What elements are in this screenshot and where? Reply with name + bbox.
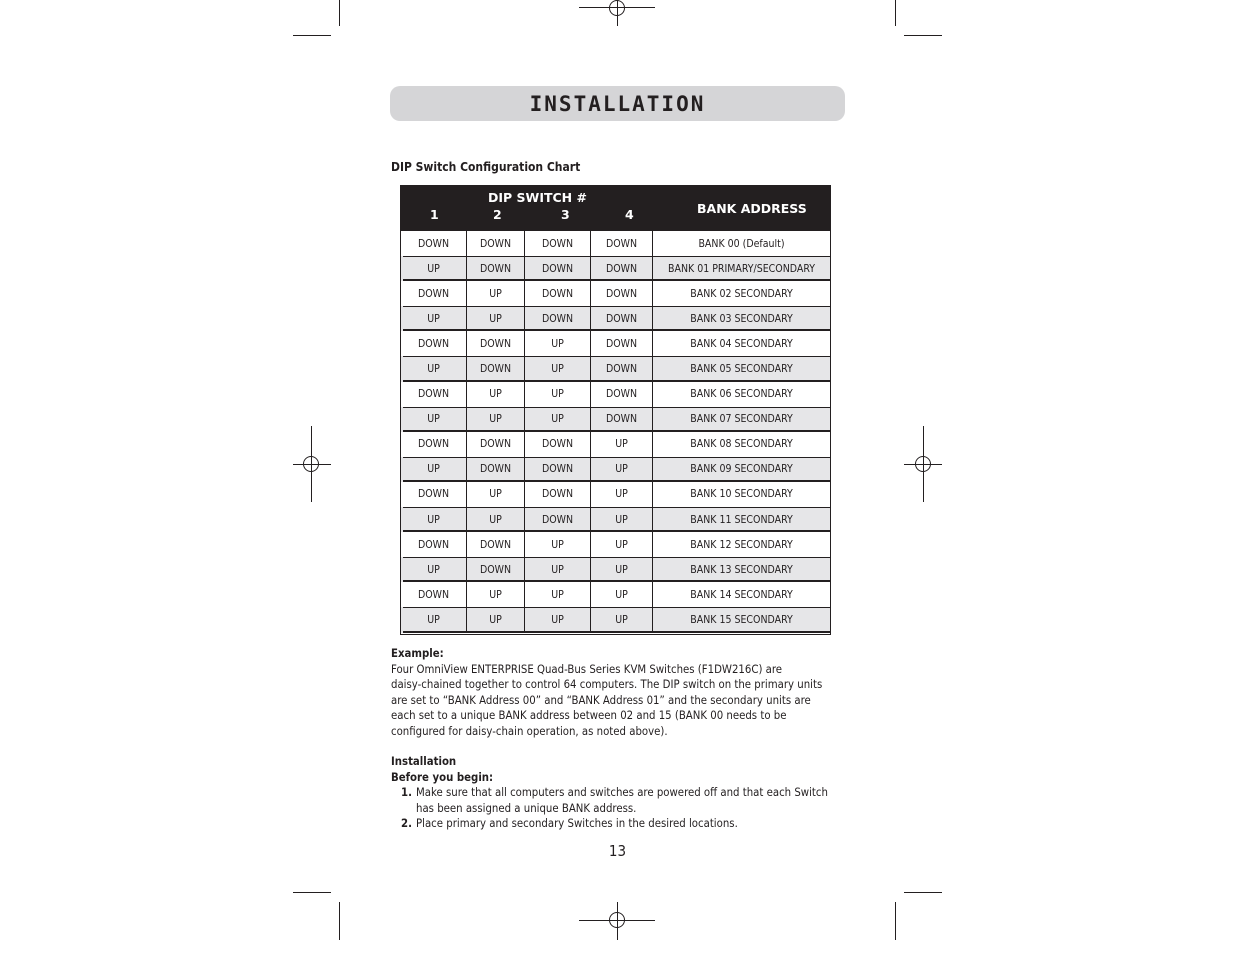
- example-line: daisy-chained together to control 64 computers. The DIP switch on the primary units: [391, 678, 823, 691]
- example-line: each set to a unique BANK address between 02 and 15 (BANK 00 needs to be: [391, 709, 787, 722]
- example-line: Four OmniView ENTERPRISE Quad-Bus Series KVM Switches (F1DW216C) are: [391, 662, 783, 676]
- switch-3-cell: DOWN: [525, 507, 591, 532]
- switch-1-cell: UP: [401, 407, 467, 432]
- bank-address-cell: BANK 07 SECONDARY: [690, 413, 793, 426]
- table-row: [401, 482, 830, 507]
- installation-steps: [391, 785, 851, 832]
- bank-address-cell: BANK 14 SECONDARY: [690, 588, 793, 601]
- section-title: DIP Switch Configuration Chart: [391, 160, 581, 174]
- step-number: 1.: [401, 786, 412, 799]
- page-title: INSTALLATION: [529, 91, 706, 116]
- switch-1-cell: DOWN: [401, 231, 467, 256]
- switch-4-cell: DOWN: [591, 281, 653, 306]
- switch-3-cell: UP: [525, 407, 591, 432]
- switch-1-cell: DOWN: [401, 532, 467, 557]
- switch-3-cell: UP: [525, 582, 591, 607]
- switch-4-cell: DOWN: [591, 407, 653, 432]
- switch-3-cell: UP: [525, 557, 591, 582]
- installation-heading: Installation: [391, 755, 457, 768]
- switch-1-cell: UP: [401, 356, 467, 381]
- switch-4-cell: UP: [591, 607, 653, 632]
- table-header: [401, 186, 830, 231]
- bank-address-cell: BANK 02 SECONDARY: [690, 287, 793, 300]
- example-line: are set to “BANK Address 00” and “BANK Address 01” and the secondary units are: [391, 693, 811, 707]
- table-row: [401, 407, 830, 432]
- switch-3-cell: DOWN: [525, 457, 591, 482]
- switch-1-cell: DOWN: [401, 281, 467, 306]
- table-row: [401, 306, 830, 331]
- table-row: [401, 382, 830, 407]
- switch-1-cell: UP: [401, 607, 467, 632]
- switch-2-cell: DOWN: [467, 457, 525, 482]
- crop-mark: [339, 902, 340, 940]
- col-number-2: 2: [493, 207, 502, 222]
- table-row: [401, 607, 830, 632]
- switch-2-cell: UP: [467, 281, 525, 306]
- switch-4-cell: UP: [591, 582, 653, 607]
- crop-mark: [293, 892, 331, 893]
- switch-4-cell: DOWN: [591, 231, 653, 256]
- dip-switch-table: [400, 185, 831, 635]
- switch-4-cell: UP: [591, 532, 653, 557]
- bank-address-cell: BANK 13 SECONDARY: [690, 563, 793, 576]
- crop-mark: [904, 35, 942, 36]
- switch-2-cell: UP: [467, 582, 525, 607]
- switch-2-cell: UP: [467, 607, 525, 632]
- switch-2-cell: DOWN: [467, 331, 525, 356]
- bank-address-cell: BANK 05 SECONDARY: [690, 363, 793, 376]
- switch-2-cell: UP: [467, 407, 525, 432]
- table-row: [401, 281, 830, 306]
- bank-address-cell: BANK 08 SECONDARY: [690, 438, 793, 451]
- switch-1-cell: DOWN: [401, 482, 467, 507]
- page-number: 13: [608, 842, 627, 860]
- switch-3-cell: DOWN: [525, 281, 591, 306]
- switch-1-cell: DOWN: [401, 432, 467, 457]
- switch-1-cell: UP: [401, 507, 467, 532]
- table-row: [401, 557, 830, 582]
- switch-2-cell: DOWN: [467, 231, 525, 256]
- switch-3-cell: DOWN: [525, 306, 591, 331]
- example-text: [391, 662, 851, 740]
- switch-1-cell: DOWN: [401, 331, 467, 356]
- switch-4-cell: UP: [591, 457, 653, 482]
- installation-section: [391, 754, 851, 832]
- switch-2-cell: UP: [467, 306, 525, 331]
- switch-2-cell: DOWN: [467, 432, 525, 457]
- crop-mark: [895, 0, 896, 26]
- switch-2-cell: UP: [467, 382, 525, 407]
- table-row: [401, 256, 830, 281]
- switch-1-cell: DOWN: [401, 582, 467, 607]
- switch-2-cell: DOWN: [467, 256, 525, 281]
- bank-address-cell: BANK 10 SECONDARY: [690, 488, 793, 501]
- switch-4-cell: UP: [591, 507, 653, 532]
- bank-address-cell: BANK 06 SECONDARY: [690, 388, 793, 401]
- switch-2-cell: DOWN: [467, 557, 525, 582]
- col-number-3: 3: [561, 207, 570, 222]
- switch-3-cell: DOWN: [525, 256, 591, 281]
- switch-3-cell: DOWN: [525, 432, 591, 457]
- installation-subheading: Before you begin:: [391, 770, 494, 784]
- table-row: [401, 457, 830, 482]
- table-row: [401, 432, 830, 457]
- switch-4-cell: UP: [591, 432, 653, 457]
- switch-3-cell: DOWN: [525, 231, 591, 256]
- step-line: Make sure that all computers and switches are powered off and that each Switch: [416, 786, 828, 799]
- table-row: [401, 231, 830, 256]
- bank-address-header: BANK ADDRESS: [697, 201, 807, 216]
- switch-1-cell: UP: [401, 256, 467, 281]
- switch-4-cell: DOWN: [591, 256, 653, 281]
- table-row: [401, 532, 830, 557]
- switch-2-cell: UP: [467, 507, 525, 532]
- step-number: 2.: [401, 817, 412, 830]
- list-item: [391, 816, 851, 832]
- table-row: [401, 331, 830, 356]
- header-bar: [390, 86, 845, 121]
- switch-3-cell: UP: [525, 532, 591, 557]
- switch-3-cell: UP: [525, 382, 591, 407]
- switch-3-cell: UP: [525, 356, 591, 381]
- col-number-1: 1: [430, 207, 439, 222]
- switch-1-cell: UP: [401, 557, 467, 582]
- bank-address-cell: BANK 09 SECONDARY: [690, 463, 793, 476]
- switch-1-cell: UP: [401, 306, 467, 331]
- crop-mark: [904, 892, 942, 893]
- step-line: has been assigned a unique BANK address.: [416, 801, 637, 815]
- switch-4-cell: UP: [591, 482, 653, 507]
- step-line: Place primary and secondary Switches in the desired locations.: [416, 817, 738, 830]
- switch-4-cell: DOWN: [591, 331, 653, 356]
- switch-1-cell: UP: [401, 457, 467, 482]
- bank-address-cell: BANK 15 SECONDARY: [690, 613, 793, 626]
- switch-4-cell: DOWN: [591, 306, 653, 331]
- switch-2-cell: DOWN: [467, 356, 525, 381]
- switch-1-cell: DOWN: [401, 382, 467, 407]
- table-body: [401, 231, 830, 633]
- table-row: [401, 507, 830, 532]
- example-heading: Example:: [391, 647, 444, 660]
- bank-address-cell: BANK 12 SECONDARY: [690, 538, 793, 551]
- bank-address-cell: BANK 03 SECONDARY: [690, 312, 793, 325]
- list-item: [391, 785, 851, 816]
- switch-3-cell: DOWN: [525, 482, 591, 507]
- example-section: [391, 646, 851, 739]
- switch-4-cell: DOWN: [591, 356, 653, 381]
- bank-address-cell: BANK 01 PRIMARY/SECONDARY: [668, 262, 815, 275]
- switch-3-cell: UP: [525, 607, 591, 632]
- bank-address-cell: BANK 00 (Default): [698, 237, 785, 250]
- switch-2-cell: DOWN: [467, 532, 525, 557]
- table-row: [401, 582, 830, 607]
- switch-2-cell: UP: [467, 482, 525, 507]
- example-line: configured for daisy-chain operation, as noted above).: [391, 724, 668, 738]
- switch-4-cell: UP: [591, 557, 653, 582]
- crop-mark: [293, 35, 331, 36]
- table-row: [401, 356, 830, 381]
- col-number-4: 4: [625, 207, 634, 222]
- switch-3-cell: UP: [525, 331, 591, 356]
- bank-address-cell: BANK 11 SECONDARY: [690, 513, 793, 526]
- switch-4-cell: DOWN: [591, 382, 653, 407]
- crop-mark: [339, 0, 340, 26]
- crop-mark: [895, 902, 896, 940]
- dip-switch-header: DIP SWITCH #: [488, 190, 587, 205]
- bank-address-cell: BANK 04 SECONDARY: [690, 337, 793, 350]
